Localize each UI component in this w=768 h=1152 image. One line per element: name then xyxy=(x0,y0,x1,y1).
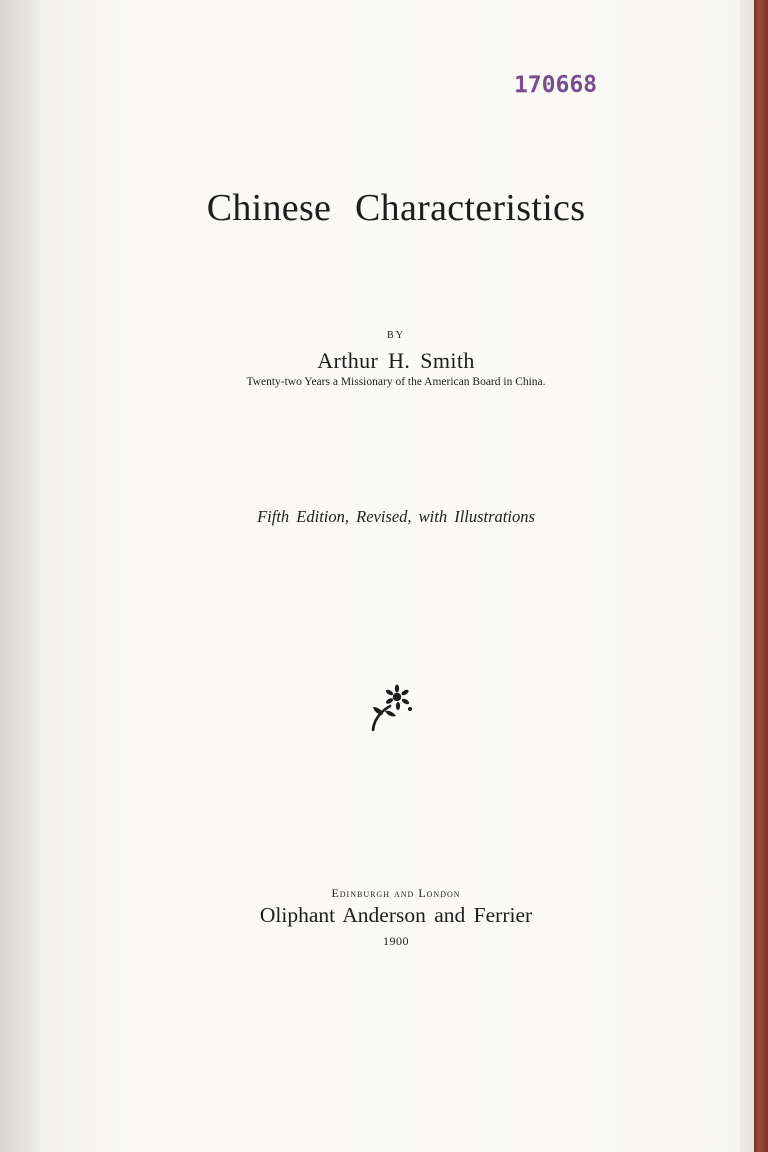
imprint-places: Edinburgh and London xyxy=(331,886,461,900)
edition-statement: Fifth Edition, Revised, with Illustrations xyxy=(257,507,535,526)
publication-year: 1900 xyxy=(383,934,409,948)
publisher-name: Oliphant Anderson and Ferrier xyxy=(259,903,533,927)
page-edge xyxy=(740,0,754,1152)
by-label: BY xyxy=(387,330,405,341)
flower-sprig-icon xyxy=(364,684,416,734)
catalog-number-stamp: 170668 xyxy=(513,71,598,99)
title-page xyxy=(40,0,752,1152)
book-title: Chinese Characteristics xyxy=(206,187,586,229)
author-name: Arthur H. Smith xyxy=(317,348,475,373)
author-description: Twenty-two Years a Missionary of the American Board in China. xyxy=(246,376,546,388)
cover-edge xyxy=(754,0,768,1152)
